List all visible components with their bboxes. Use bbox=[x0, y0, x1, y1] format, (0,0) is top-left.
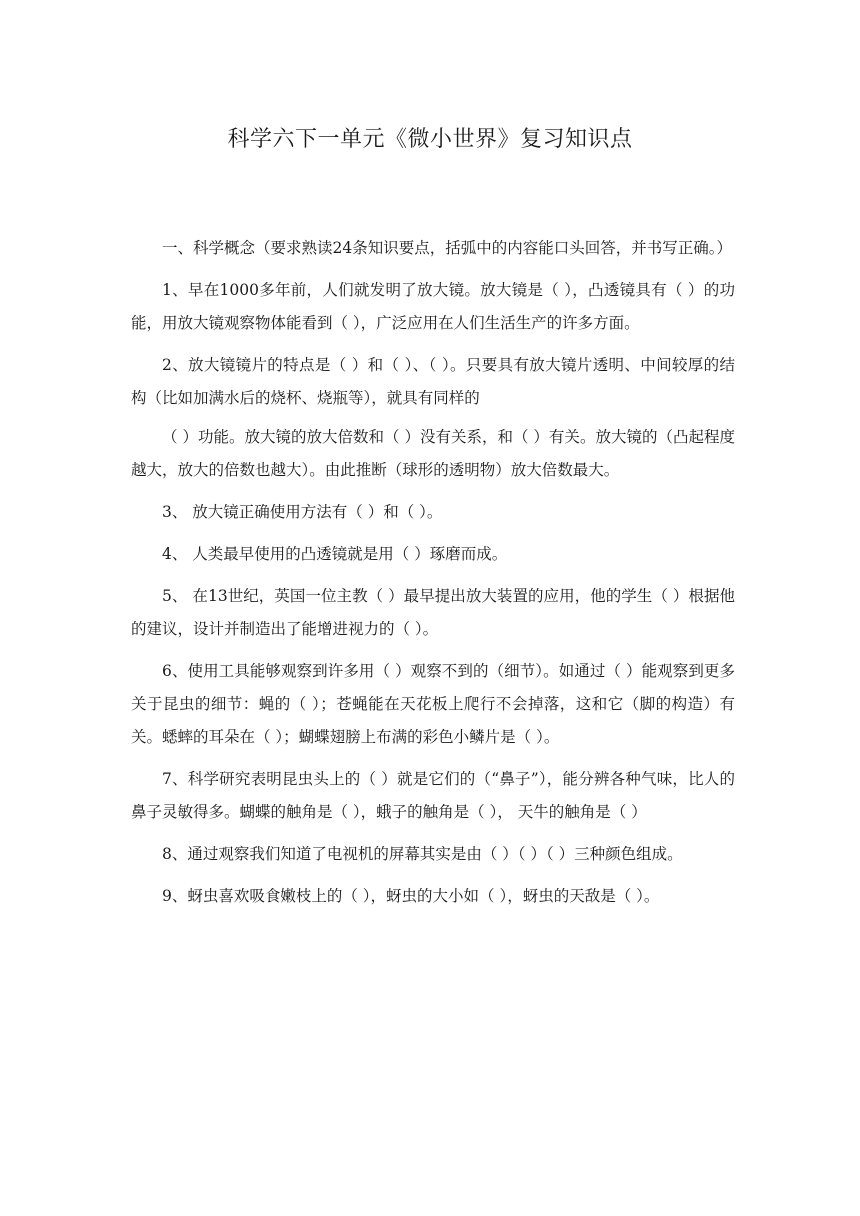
knowledge-point-4: 4、 人类最早使用的凸透镜就是用（ ）琢磨而成。 bbox=[162, 545, 508, 563]
knowledge-point-3: 3、 放大镜正确使用方法有（ ）和（ ）。 bbox=[162, 503, 443, 521]
section-heading-concepts: 一、科学概念（要求熟读24条知识要点，括弧中的内容能口头回答，并书写正确。） bbox=[162, 239, 732, 257]
knowledge-point-2: 2、放大镜镜片的特点是（ ）和（ ）、（ ）。只要具有放大镜片透明、中间较厚的结构（比如加满水后的烧杯、烧瓶等），就具有同样的 bbox=[131, 356, 735, 407]
knowledge-point-5: 5、 在13世纪，英国一位主教（ ）最早提出放大装置的应用，他的学生（ ）根据他的建议，设计并制造出了能增进视力的（ ）。 bbox=[131, 587, 735, 638]
document-title: 科学六下一单元《微小世界》复习知识点 bbox=[227, 127, 633, 152]
knowledge-point-8: 8、通过观察我们知道了电视机的屏幕其实是由（ ）（ ）（ ）三种颜色组成。 bbox=[162, 845, 683, 863]
knowledge-point-1: 1、早在1000多年前，人们就发明了放大镜。放大镜是（ ），凸透镜具有（ ）的功能，用放大镜观察物体能看到（ ），广泛应用在人们生活生产的许多方面。 bbox=[131, 281, 735, 332]
knowledge-point-6: 6、使用工具能够观察到许多用（ ）观察不到的（细节）。如通过（ ）能观察到更多关于昆虫的细节：蝇的（ ）；苍蝇能在天花板上爬行不会掉落，这和它（脚的构造）有关。蟋蟀的耳朵在（ ）；蝴蝶翅膀上布满的彩色小鳞片是（ ）。 bbox=[131, 662, 735, 746]
knowledge-point-7: 7、科学研究表明昆虫头上的（ ）就是它们的（“鼻子”），能分辨各种气味，比人的鼻子灵敏得多。蝴蝶的触角是（ ），蛾子的触角是（ ）， 天牛的触角是（ ） bbox=[131, 770, 735, 821]
knowledge-point-9: 9、蚜虫喜欢吸食嫩枝上的（ ），蚜虫的大小如（ ），蚜虫的天敌是（ ）。 bbox=[162, 887, 660, 905]
document-body bbox=[131, 232, 735, 922]
knowledge-point-2-continued: （ ）功能。放大镜的放大倍数和（ ）没有关系，和（ ）有关。放大镜的（凸起程度越大，放大的倍数也越大）。由此推断（球形的透明物）放大倍数最大。 bbox=[131, 428, 735, 479]
